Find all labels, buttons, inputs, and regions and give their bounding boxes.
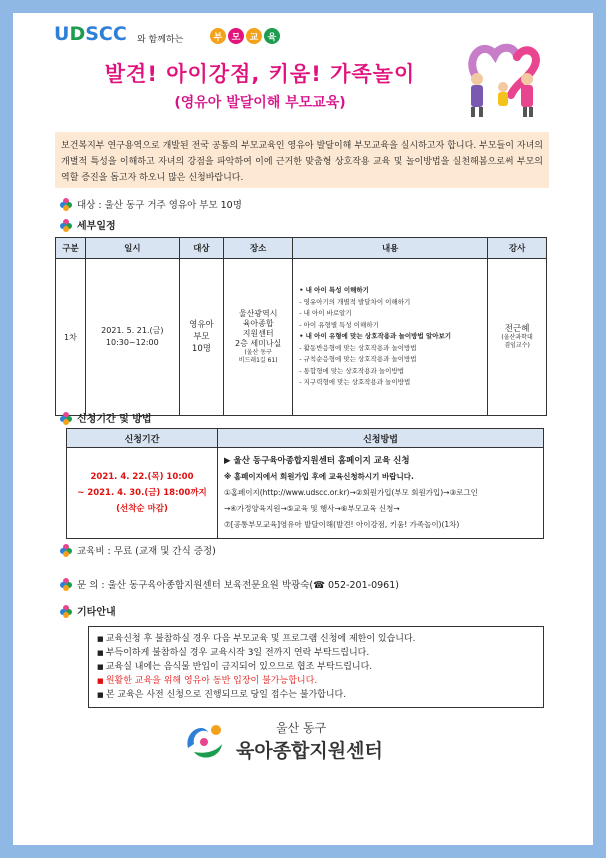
org-small: 울산 동구 xyxy=(276,721,327,735)
col-lecturer: 강사 xyxy=(488,238,547,259)
udscc-logo: UDSCC xyxy=(54,23,127,45)
target-line xyxy=(60,197,242,211)
parent-edu-badges xyxy=(210,28,280,44)
row-date: 2021. 5. 21.(금) 10:30~12:00 xyxy=(85,259,179,416)
schedule-table xyxy=(55,237,547,416)
list-item: ■ 부득이하게 불참하실 경우 교육시작 3일 전까지 연락 부탁드립니다. xyxy=(97,646,535,660)
badge-1: 부 xyxy=(210,28,226,44)
list-item: ■ 교육신청 후 불참하실 경우 다음 부모교육 및 프로그램 신청에 제한이 있습니다. xyxy=(97,632,535,646)
row-lecturer: 전근혜 (울산과학대 겸임교수) xyxy=(488,259,547,416)
flower-icon xyxy=(60,605,72,617)
badge-3: 교 xyxy=(246,28,262,44)
flower-icon xyxy=(60,412,72,424)
badge-4: 육 xyxy=(264,28,280,44)
list-item: ■ 원활한 교육을 위해 영유아 동반 입장이 불가능합니다. xyxy=(97,674,535,688)
list-item: ■ 교육실 내에는 음식물 반입이 금지되어 있으므로 협조 부탁드립니다. xyxy=(97,660,535,674)
table-row xyxy=(56,259,547,416)
row-target: 영유아 부모 10명 xyxy=(179,259,223,416)
flower-icon xyxy=(60,198,72,210)
etc-list xyxy=(88,626,544,708)
schedule-heading xyxy=(60,217,116,232)
row-no: 1차 xyxy=(56,259,86,416)
apply-heading xyxy=(60,410,152,425)
row-place: 울산광역시 육아종합 지원센터 2층 세미나실 (울산 동구 비드래1길 61) xyxy=(224,259,293,416)
list-item: ■ 본 교육은 사전 신청으로 진행되므로 당일 접수는 불가합니다. xyxy=(97,688,535,702)
contact-text: 문 의 : 울산 동구육아종합지원센터 보육전문요원 박광숙(☎ 052-201-0961) xyxy=(77,580,399,591)
fee-line xyxy=(60,543,216,557)
intro-paragraph: 보건복지부 연구용역으로 개발된 전국 공통의 부모교육인 영유아 발달이해 부모교육을 실시하고자 합니다. 부모들이 자녀의 개별적 특성을 이해하고 자녀의 강점을 파악하여 이에 근거한 맞춤형 상호작용 교육 및 놀이방법을 실천해봄으로써 부모의 역할 증진을 돕고자 하오니 많은 신청바랍니다. xyxy=(55,132,549,188)
etc-heading xyxy=(60,603,116,618)
row-content: • 내 아이 특성 이해하기 - 영유아기의 개별적 발달차이 이해하기 - 내 아이 바로알기 - 아이 유형별 특성 이해하기 • 내 아이 유형에 맞는 상호작용과 놀이방법 알아보기 - 활동반응형에 맞는 상호작용과 놀이방법 - 규칙순응형에 맞는 상호작용과 놀이방법 - 통합형에 맞는 상호작용과 놀이방법 - 지구력형에 맞는 상호작용과 놀이방법 xyxy=(293,259,488,416)
badge-2: 모 xyxy=(228,28,244,44)
col-period: 신청기간 xyxy=(67,429,218,448)
table-row xyxy=(67,448,544,539)
flower-icon xyxy=(60,578,72,590)
flower-icon xyxy=(60,219,72,231)
fee-text: 교육비 : 무료 (교재 및 간식 증정) xyxy=(77,546,216,557)
flower-icon xyxy=(60,544,72,556)
brand-with-text: 와 함께하는 xyxy=(137,35,184,45)
center-logo xyxy=(180,718,383,764)
page-subtitle: (영유아 발달이해 부모교육) xyxy=(174,95,346,111)
apply-heading-text: 신청기간 및 방법 xyxy=(77,414,152,425)
org-big: 육아종합지원센터 xyxy=(236,740,383,762)
col-target: 대상 xyxy=(179,238,223,259)
target-text: 대상 : 울산 동구 거주 영유아 부모 10명 xyxy=(77,200,242,211)
apply-method: ▶ 울산 동구육아종합지원센터 홈페이지 교육 신청 ※ 홈페이지에서 회원가입 후에 교육신청하시기 바랍니다. ①홈페이지(http://www.udscc.or.kr)→②회원가입(부모 회원가입)→③로그인 →④가정양육지원→⑤교육 및 행사→⑥부모교육 신청→ ⑦[공통부모교육]영유아 발달이해(발견! 아이강점, 키움! 가족놀이)(1차) xyxy=(218,448,544,539)
apply-table xyxy=(66,428,544,539)
schedule-heading-text: 세부일정 xyxy=(77,221,116,232)
page-title: 발견! 아이강점, 키움! 가족놀이 xyxy=(104,62,416,86)
apply-period: 2021. 4. 22.(목) 10:00 ~ 2021. 4. 30.(금) 18:00까지 (선착순 마감) xyxy=(67,448,218,539)
col-method: 신청방법 xyxy=(218,429,544,448)
col-content: 내용 xyxy=(293,238,488,259)
col-date: 일시 xyxy=(85,238,179,259)
etc-heading-text: 기타안내 xyxy=(77,607,116,618)
col-place: 장소 xyxy=(224,238,293,259)
family-illustration xyxy=(455,35,545,120)
col-no: 구분 xyxy=(56,238,86,259)
contact-line xyxy=(60,577,399,591)
center-logo-icon xyxy=(180,718,230,764)
